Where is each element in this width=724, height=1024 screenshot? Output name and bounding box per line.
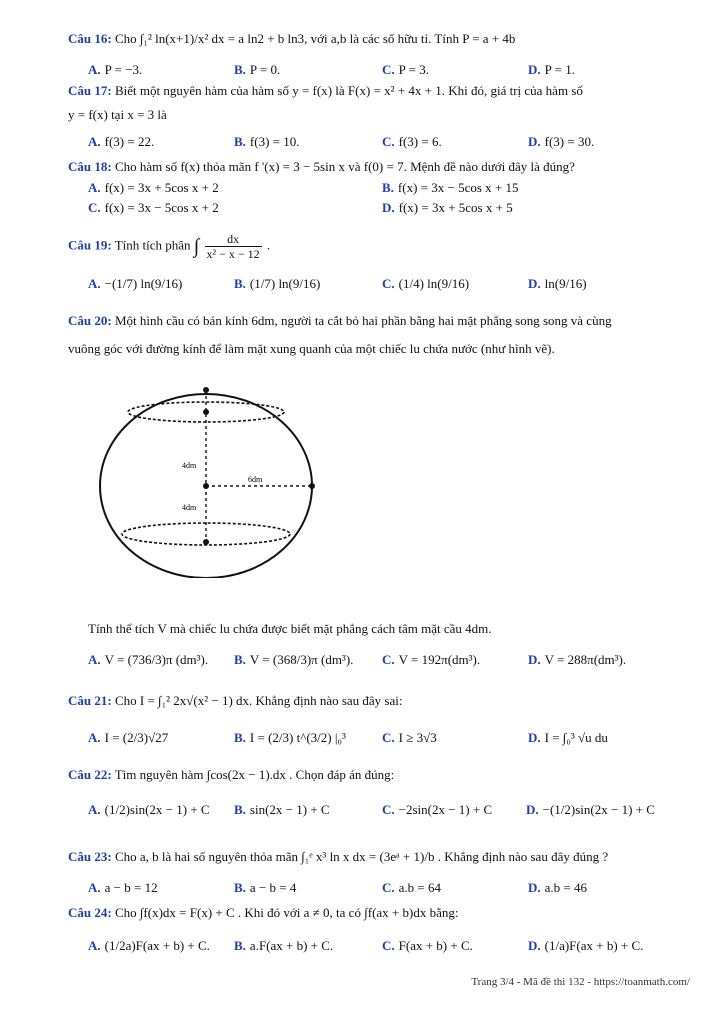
question-20-cont xyxy=(68,340,694,358)
top-center-point xyxy=(203,409,209,415)
question-label: Câu 20: xyxy=(68,313,112,328)
options-17: A. f(3) = 22. B. f(3) = 10. C. f(3) = 6. D. f(3) = 30. xyxy=(88,134,595,149)
option-c: P = 3. xyxy=(398,62,429,77)
label-radius-6dm: 6dm xyxy=(248,475,263,484)
question-text-cont: y = f(x) tại x = 3 là xyxy=(68,107,167,122)
option-d: −(1/2)sin(2x − 1) + C xyxy=(542,802,655,817)
option-a: V = (736/3)π (dm³). xyxy=(104,652,209,667)
question-text: Tính tích phân xyxy=(114,237,191,253)
question-text: Cho ∫₁² ln(x+1)/x² dx = a ln2 + b ln3, với a,b là các số hữu tỉ. Tính P = a + 4b xyxy=(114,31,516,46)
question-label: Câu 19: xyxy=(68,237,112,253)
option-b: I = (2/3) t^(3/2) |₀³ xyxy=(249,730,346,745)
question-label: Câu 23: xyxy=(68,849,112,864)
question-text: Một hình cầu có bán kính 6dm, người ta cắt bỏ hai phần bằng hai mặt phẳng song song và cùng xyxy=(114,313,612,328)
option-a: (1/2)sin(2x − 1) + C xyxy=(104,802,210,817)
option-c: F(ax + b) + C. xyxy=(398,938,473,953)
bottom-point xyxy=(203,539,209,545)
option-c: f(x) = 3x − 5cos x + 2 xyxy=(104,200,219,215)
question-text: Tìm nguyên hàm ∫cos(2x − 1).dx . Chọn đáp án đúng: xyxy=(114,767,395,782)
question-20 xyxy=(68,312,694,330)
label-top-4dm: 4dm xyxy=(182,461,197,470)
options-24: A. (1/2a)F(ax + b) + C. B. a.F(ax + b) + C. C. F(ax + b) + C. D. (1/a)F(ax + b) + C. xyxy=(88,938,644,953)
options-23: A. a − b = 12 B. a − b = 4 C. a.b = 64 D. a.b = 46 xyxy=(88,880,587,895)
options-20: A. V = (736/3)π (dm³). B. V = (368/3)π (dm³). C. V = 192π(dm³). D. V = 288π(dm³). xyxy=(88,652,627,667)
option-a: −(1/7) ln(9/16) xyxy=(104,276,183,291)
option-a: f(x) = 3x + 5cos x + 2 xyxy=(104,180,219,195)
page-footer: Trang 3/4 - Mã đề thi 132 - https://toanmath.com/ xyxy=(471,976,690,988)
option-b: f(x) = 3x − 5cos x + 15 xyxy=(397,180,519,195)
option-c: (1/4) ln(9/16) xyxy=(398,276,470,291)
question-20-ask xyxy=(88,620,714,638)
edge-point xyxy=(309,483,315,489)
option-c: a.b = 64 xyxy=(398,880,441,895)
question-18 xyxy=(68,158,694,176)
label-bottom-4dm: 4dm xyxy=(182,503,197,512)
option-a: I = (2/3)√27 xyxy=(104,730,169,745)
question-19: Câu 19: Tính tích phân ∫ $\frac{dx}{\text{x² − x − 12}}$ . xyxy=(68,232,271,261)
option-b: (1/7) ln(9/16) xyxy=(249,276,321,291)
question-text-ask: Tính thể tích V mà chiếc lu chứa được biết mặt phẳng cách tâm mặt cầu 4dm. xyxy=(88,621,492,636)
question-23 xyxy=(68,848,694,866)
question-text-cont: vuông góc với đường kính để làm mặt xung quanh của một chiếc lu chứa nước (như hình vẽ). xyxy=(68,341,555,356)
option-b: a − b = 4 xyxy=(249,880,297,895)
question-text: Biết một nguyên hàm của hàm số y = f(x) là F(x) = x² + 4x + 1. Khi đó, giá trị của hàm số xyxy=(114,83,583,98)
option-a: f(3) = 22. xyxy=(104,134,155,149)
question-16 xyxy=(68,30,694,48)
options-16: A. P = −3. B. P = 0. C. P = 3. D. P = 1. xyxy=(88,62,575,77)
option-d: I = ∫₀³ √u du xyxy=(544,730,608,745)
question-17 xyxy=(68,82,694,100)
question-17-cont xyxy=(68,106,694,124)
option-d: a.b = 46 xyxy=(544,880,587,895)
top-point xyxy=(203,387,209,393)
options-19: A. −(1/7) ln(9/16) B. (1/7) ln(9/16) C. (1/4) ln(9/16) D. ln(9/16) xyxy=(88,276,587,291)
question-text: Cho I = ∫₁² 2x√(x² − 1) dx. Khẳng định nào sau đây sai: xyxy=(114,693,403,708)
question-24 xyxy=(68,904,694,922)
question-text: Cho a, b là hai số nguyên thỏa mãn ∫₁ᵉ x³ ln x dx = (3eᵃ + 1)/b . Khẳng định nào sau đây đúng ? xyxy=(114,849,609,864)
question-21 xyxy=(68,692,694,710)
option-b: sin(2x − 1) + C xyxy=(249,802,330,817)
option-d: (1/a)F(ax + b) + C. xyxy=(544,938,644,953)
option-d: V = 288π(dm³). xyxy=(544,652,627,667)
option-a: P = −3. xyxy=(104,62,143,77)
option-c: I ≥ 3√3 xyxy=(398,730,437,745)
option-a: (1/2a)F(ax + b) + C. xyxy=(104,938,210,953)
integral-sign: ∫ xyxy=(193,235,200,258)
question-text: Cho ∫f(x)dx = F(x) + C . Khi đó với a ≠ 0, ta có ∫f(ax + b)dx bằng: xyxy=(114,905,459,920)
option-d: ln(9/16) xyxy=(544,276,587,291)
option-d: P = 1. xyxy=(544,62,575,77)
option-b: P = 0. xyxy=(249,62,281,77)
options-18-row2: C. f(x) = 3x − 5cos x + 2 D. f(x) = 3x + 5cos x + 5 xyxy=(88,200,513,215)
option-c: V = 192π(dm³). xyxy=(398,652,481,667)
question-label: Câu 22: xyxy=(68,767,112,782)
option-c: −2sin(2x − 1) + C xyxy=(398,802,493,817)
option-b: a.F(ax + b) + C. xyxy=(249,938,334,953)
question-label: Câu 17: xyxy=(68,83,112,98)
option-b: V = (368/3)π (dm³). xyxy=(249,652,354,667)
question-label: Câu 16: xyxy=(68,31,112,46)
question-label: Câu 18: xyxy=(68,159,112,174)
option-d: f(3) = 30. xyxy=(544,134,595,149)
integrand: $\frac{dx}{\text{x² − x − 12}}$ xyxy=(206,232,260,261)
sphere-figure xyxy=(92,382,324,578)
option-d: f(x) = 3x + 5cos x + 5 xyxy=(398,200,513,215)
option-a: a − b = 12 xyxy=(104,880,158,895)
question-22 xyxy=(68,766,694,784)
options-18-row1: A. f(x) = 3x + 5cos x + 2 B. f(x) = 3x − 5cos x + 15 xyxy=(88,180,519,195)
question-label: Câu 24: xyxy=(68,905,112,920)
question-text: Cho hàm số f(x) thỏa mãn f '(x) = 3 − 5sin x và f(0) = 7. Mệnh đề nào dưới đây là đúng? xyxy=(114,159,575,174)
options-21: A. I = (2/3)√27 B. I = (2/3) t^(3/2) |₀³ C. I ≥ 3√3 D. I = ∫₀³ √u du xyxy=(88,730,608,745)
options-22: A. (1/2)sin(2x − 1) + C B. sin(2x − 1) + C C. −2sin(2x − 1) + C D. −(1/2)sin(2x − 1) + C xyxy=(88,802,655,817)
center-point xyxy=(203,483,209,489)
option-b: f(3) = 10. xyxy=(249,134,300,149)
option-c: f(3) = 6. xyxy=(398,134,442,149)
question-label: Câu 21: xyxy=(68,693,112,708)
